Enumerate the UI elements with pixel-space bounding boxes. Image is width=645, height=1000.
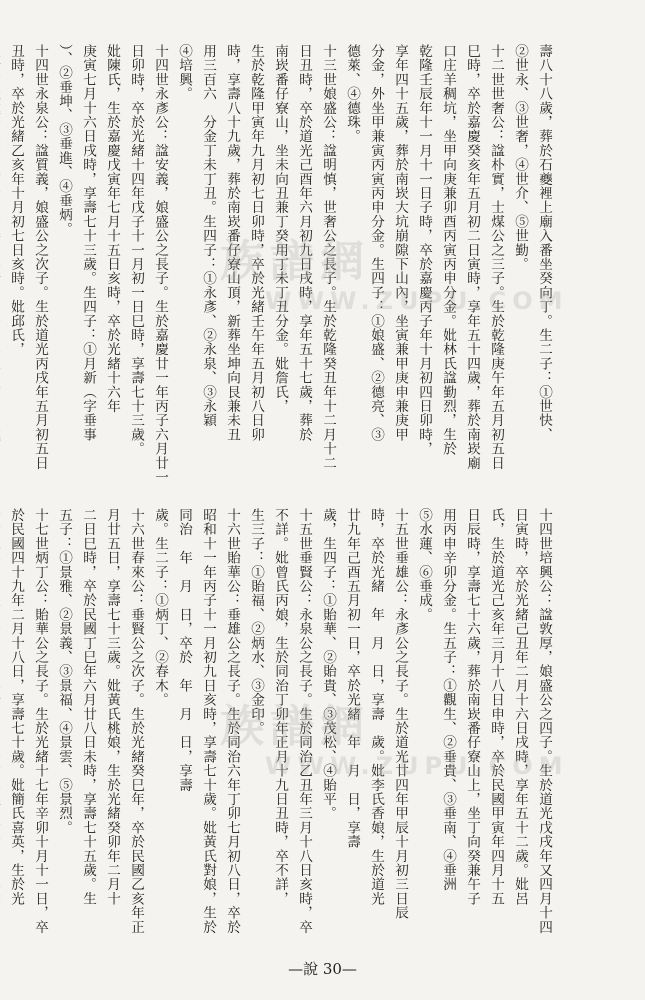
- text-column: 巳時，卒於嘉慶癸亥年五月初二日寅時，享年五十四歲，葬於南崁廟: [464, 44, 480, 470]
- text-column: 十七世炳丁公：貽華公之長子。生於光緒十七年辛卯十月十一日，卒: [32, 508, 48, 934]
- text-column: 昭和十一年丙子十一月初九日亥時，享壽七十歲。妣黃氏對娘，生於: [200, 508, 216, 934]
- text-column: 日辰時，享壽七十六歲，葬於南崁番仔寮山上，坐丁向癸兼午子: [464, 508, 480, 906]
- text-column: 德萊、④德珠。: [344, 44, 360, 144]
- text-column: 時，卒於光緒 年 月 日，享壽 歲。妣李氏香娘，生於道光: [368, 508, 384, 906]
- text-column: 月廿五日，享壽七十三歲。妣黃氏桃娘，生於光緒癸卯年二月十: [104, 508, 120, 906]
- text-column: 廿九年己酉五月初一日，卒於光緒 年 月 日，享壽: [344, 508, 360, 849]
- text-column: 時，享壽八十九歲，葬於南崁番仔寮山頂，新葬坐坤向艮兼未丑: [224, 44, 240, 442]
- text-column: 生三子：①貽福、②炳水、③金印。: [248, 508, 264, 736]
- text-column: [0, 44, 1, 492]
- text-column: 二日巳時，卒於民國丁巳年六月廿八日未時，享壽七十五歲。生: [80, 508, 96, 906]
- text-column: ）、②垂坤、③垂進、④垂炳。: [56, 44, 72, 236]
- watermark-logo: 族譜網: [220, 701, 370, 752]
- watermark-url: WWW.ZUPU.COM: [265, 752, 569, 780]
- text-column: ②世永、③世奢，④世介、⑤世勤。: [512, 44, 528, 272]
- text-column: 生於乾隆甲寅年九月初七日卯時，卒於光緒壬午年五月初八日卯: [248, 44, 264, 442]
- text-column: 妣陳氏，生於嘉慶戊寅年七月十五日亥時，卒於光緒十六年: [104, 44, 120, 414]
- text-column: ④培興。: [176, 44, 192, 101]
- text-column: 日卯時，卒於光緒十四年戊子十一月初一日巳時，享壽七十三歲。: [128, 44, 144, 456]
- section-divider: [84, 498, 553, 499]
- text-column: 十三世娘盛公：諡明慎，世奢公之長子。生於乾隆癸丑年十二月十二: [320, 44, 336, 470]
- watermark-logo: 族譜網: [220, 236, 370, 287]
- text-column: [0, 508, 1, 948]
- text-column: 乾隆壬辰年十一月十一日子時，卒於嘉慶丙子年十月初四日卯時，: [416, 44, 432, 456]
- text-column: 同治 年 月 日，卒於 年 月 日，享壽: [176, 508, 192, 792]
- text-column: 分金，外坐甲兼寅丙寅丙申分金。生四子：①娘盛、②德亮、③: [368, 44, 384, 442]
- text-column: 不詳。妣曾氏丙娘，生於同治丁卯年正月十九日丑時，卒不詳，: [272, 508, 288, 906]
- text-column: 壽八十八歲，葬於石夔裡上廟入番坐癸向丁。生二子：①世快、: [536, 44, 552, 442]
- text-column: 日丑時，卒於道光己酉年六月初九日戌時，享年五十七歲，葬於: [296, 44, 312, 442]
- text-column: 十四世培興公：諡敦厚，娘盛公之四子。生於道光戊戌年又四月十四: [536, 508, 552, 934]
- text-column: 日寅時，卒於光緒己丑年二月十六日戌時，享年五十二歲。妣呂: [512, 508, 528, 906]
- text-column: 氏，生於道光己亥年三月十八日申時，卒於民國甲寅年四月十五: [488, 508, 504, 906]
- text-column: 十五世垂雄公：永彥公之長子。生於道光廿四年甲辰十月初三日辰: [392, 508, 408, 920]
- top-text-block: [8, 44, 553, 492]
- text-column: 庚寅七月十六日戌時，享壽七十三歲。生四子：①月新（字垂事: [80, 44, 96, 442]
- text-column: 十六世貽華公：垂雄公之長子。生於同治六年丁卯七月初八日，卒於: [224, 508, 240, 934]
- text-column: 十六世春來公：垂賢公之次子。生於光緒癸巳年，卒於民國乙亥年正: [128, 508, 144, 934]
- text-column: 丑時，卒於光緒乙亥年十月初七日亥時。妣邱氏，: [8, 44, 24, 357]
- text-column: 南崁番仔寮山，坐未向丑兼丁癸用丁未丁丑分金。妣詹氏，: [272, 44, 288, 414]
- text-column: 五子：①景雅、②景義、③景福、④景雲、⑤景烈。: [56, 508, 72, 835]
- text-column: 歲，生四子：①貽華、②貽貴、③茂松、④貽平。: [320, 508, 336, 821]
- page-number: —說 30—: [288, 960, 357, 978]
- text-column: 十四世永彥公：諡安義，娘盛公之長子。生於嘉慶廿一年丙子六月廿一: [152, 44, 168, 485]
- text-column: 用丙申辛卯分金。生五子：①觀生、②垂貴、③垂南、④垂洲: [440, 508, 456, 892]
- text-column: 用三百六 分金丁未丁丑。生四子：①永彥、②永泉、③永穎: [200, 44, 216, 428]
- text-column: 十五世垂賢公：永泉公之長子。生於同治乙丑年三月十八日亥時，卒: [296, 508, 312, 934]
- text-column: 口庄羊稠坑，坐甲向庚兼卯酉丙寅丙申分金。妣林氏諡勤烈，生於: [440, 44, 456, 456]
- text-column: 十二世世奢公：諡朴實，士煤公之三子。生於乾隆庚午年五月初五日: [488, 44, 504, 470]
- bottom-text-block: [8, 508, 553, 948]
- watermark-url: WWW.ZUPU.COM: [265, 287, 569, 315]
- text-column: 享年四十五歲，葬於南崁大坑崩隙下山內，坐寅兼甲庚申兼庚甲: [392, 44, 408, 442]
- text-column: ⑤水蓮、⑥垂成。: [416, 508, 432, 622]
- text-column: 歲。生二子：①炳丁、②春木。: [152, 508, 168, 707]
- text-column: 於民國四十九年二月十八日，享壽七十歲。妣簡氏喜英，生於光: [8, 508, 24, 906]
- text-column: 十四世永泉公：諡質義，娘盛公之次子。生於道光丙戌年五月初五日: [32, 44, 48, 470]
